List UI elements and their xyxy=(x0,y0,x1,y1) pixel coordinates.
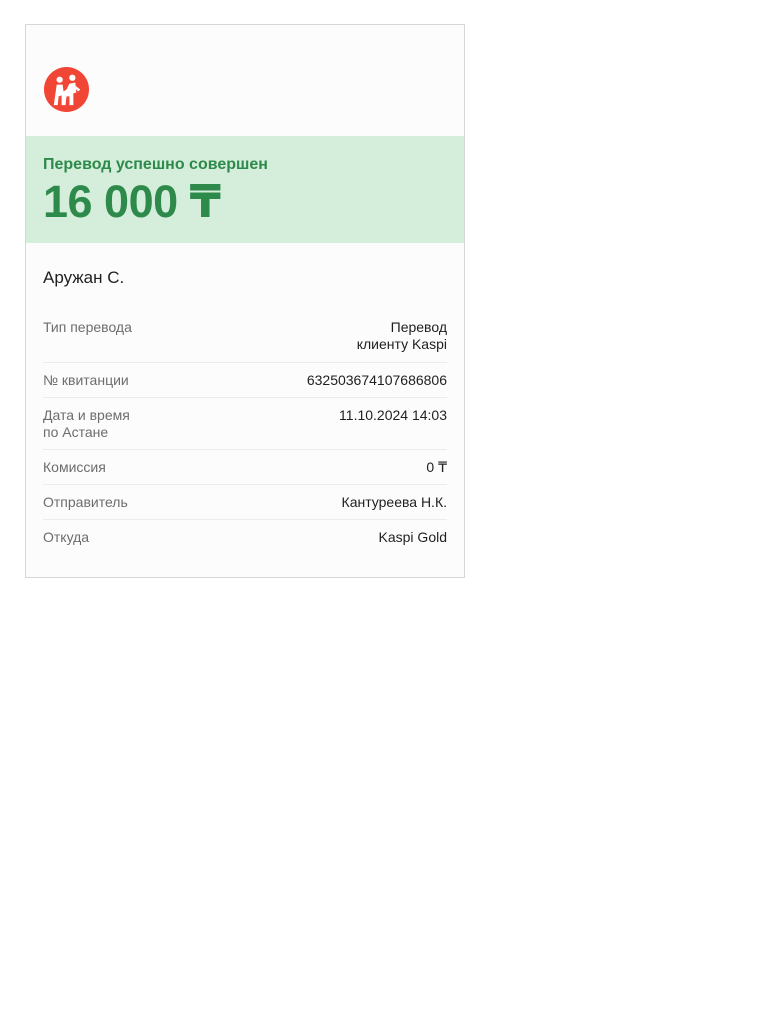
detail-label: № квитанции xyxy=(43,372,129,388)
detail-value: 0 ₸ xyxy=(426,459,447,475)
transfer-receipt xyxy=(25,24,465,578)
detail-label: Тип перевода xyxy=(43,319,132,335)
detail-row-sender xyxy=(43,485,447,520)
success-banner xyxy=(26,136,464,243)
detail-label: Откуда xyxy=(43,529,90,545)
transfer-amount: 16 000 ₸ xyxy=(43,176,221,227)
detail-label: Дата и время по Астане xyxy=(43,407,130,440)
detail-row-date-time xyxy=(43,398,447,450)
detail-value: Перевод клиенту Kaspi xyxy=(356,319,447,352)
recipient-name: Аружан С. xyxy=(43,268,125,287)
detail-label: Отправитель xyxy=(43,494,128,510)
detail-row-source xyxy=(43,520,447,555)
receipt-details xyxy=(26,319,464,555)
detail-value: 11.10.2024 14:03 xyxy=(339,407,447,423)
detail-row-transfer-type xyxy=(43,319,447,363)
detail-value: Kaspi Gold xyxy=(378,529,447,545)
receipt-header xyxy=(26,25,464,136)
detail-value: Кантуреева Н.К. xyxy=(341,494,447,510)
success-title: Перевод успешно совершен xyxy=(43,156,268,173)
detail-row-receipt-number xyxy=(43,363,447,398)
kaspi-logo-icon xyxy=(43,66,90,113)
detail-row-commission xyxy=(43,450,447,485)
detail-label: Комиссия xyxy=(43,459,106,475)
detail-value: 632503674107686806 xyxy=(306,372,447,388)
